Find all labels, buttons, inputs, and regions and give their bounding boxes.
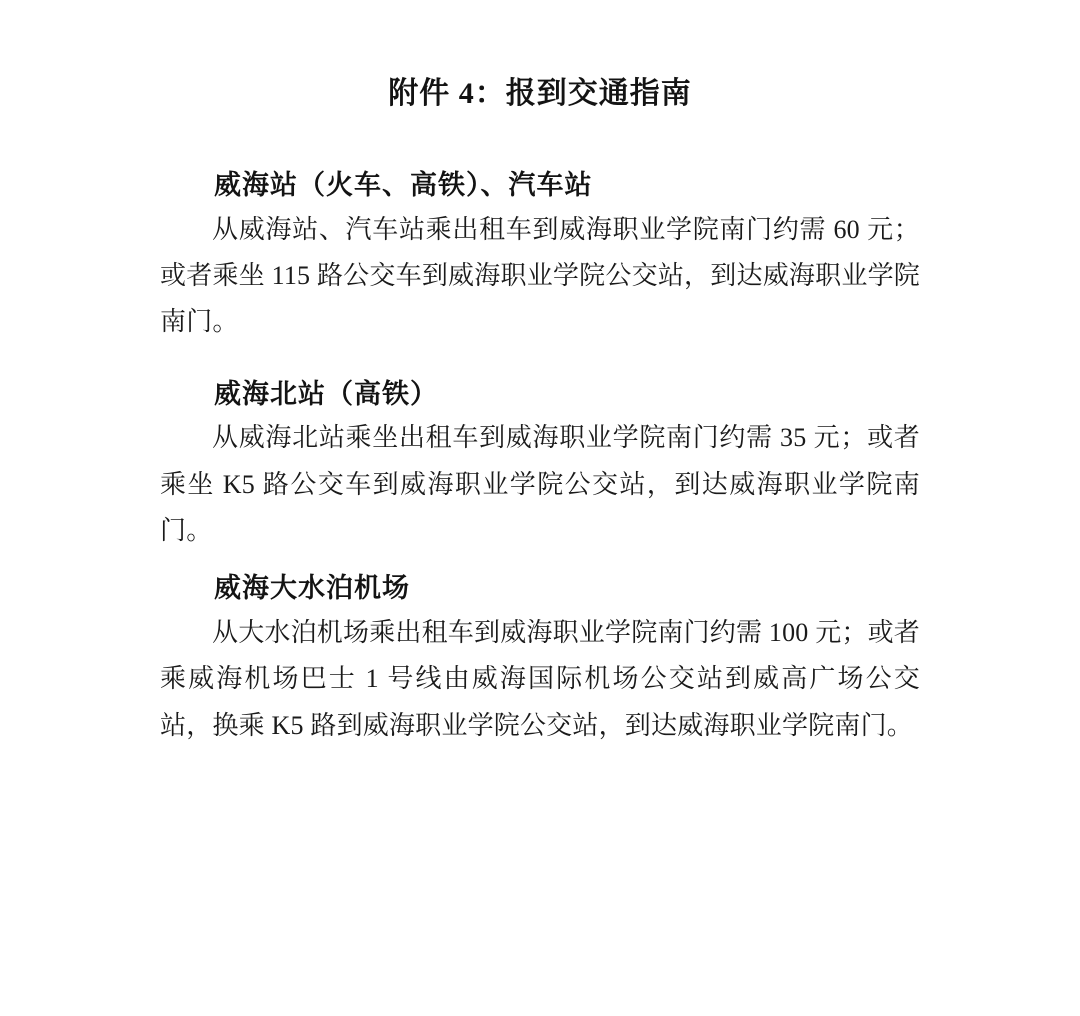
- section-paragraph: 从大水泊机场乘出租车到威海职业学院南门约需 100 元；或者乘威海机场巴士 1 号线由威海国际机场公交站到威高广场公交站，换乘 K5 路到威海职业学院公交站，到达威海职业学院南门。: [160, 618, 921, 740]
- section-heading: 威海站（火车、高铁）、汽车站: [214, 170, 593, 200]
- section-paragraph: 从威海北站乘坐出租车到威海职业学院南门约需 35 元；或者乘坐 K5 路公交车到威海职业学院公交站，到达威海职业学院南门。: [160, 423, 920, 546]
- section-paragraph: 从威海站、汽车站乘出租车到威海职业学院南门约需 60 元；或者乘坐 115 路公交车到威海职业学院公交站，到达威海职业学院南门。: [160, 214, 920, 337]
- section-heading: 威海北站（高铁）: [214, 378, 438, 409]
- section-spacer: [160, 558, 920, 568]
- page-title: 附件 4：报到交通指南: [388, 77, 692, 110]
- section-dashuibo-airport: [160, 568, 920, 749]
- document-page: [0, 74, 1080, 1016]
- section-weihai-north-station: [160, 374, 920, 555]
- section-weihai-station: [160, 165, 920, 346]
- section-heading: 威海大水泊机场: [214, 573, 410, 604]
- document-body: [160, 165, 920, 749]
- section-spacer: [160, 350, 920, 374]
